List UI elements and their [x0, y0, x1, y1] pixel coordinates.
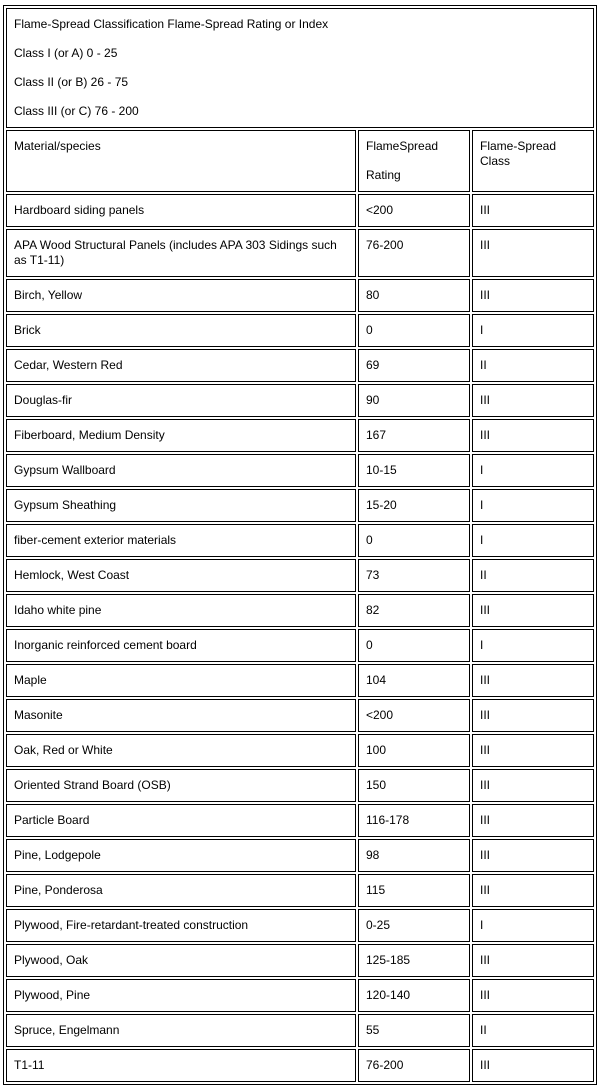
flame-spread-table	[3, 5, 597, 1085]
class-header	[472, 130, 594, 192]
class-cell: III	[472, 419, 594, 452]
intro-class-ii: Class II (or B) 26 - 75	[14, 75, 129, 89]
class-cell: III	[472, 229, 594, 277]
rating-cell: 0	[358, 524, 470, 557]
material-cell: Fiberboard, Medium Density	[6, 419, 356, 452]
rating-cell: 0	[358, 314, 470, 347]
table-row	[6, 979, 594, 1012]
table-row	[6, 349, 594, 382]
rating-cell: 55	[358, 1014, 470, 1047]
class-cell: III	[472, 734, 594, 767]
rating-cell: 120-140	[358, 979, 470, 1012]
table-row	[6, 769, 594, 802]
material-cell: Oriented Strand Board (OSB)	[6, 769, 356, 802]
intro-cell	[6, 8, 594, 128]
class-cell: III	[472, 1049, 594, 1082]
class-cell: I	[472, 524, 594, 557]
material-cell: Idaho white pine	[6, 594, 356, 627]
material-cell: Maple	[6, 664, 356, 697]
rating-cell: 82	[358, 594, 470, 627]
material-cell: Cedar, Western Red	[6, 349, 356, 382]
material-cell: Oak, Red or White	[6, 734, 356, 767]
table-row	[6, 594, 594, 627]
class-cell: II	[472, 1014, 594, 1047]
class-cell: I	[472, 489, 594, 522]
rating-cell: <200	[358, 194, 470, 227]
class-cell: III	[472, 874, 594, 907]
intro-row	[6, 8, 594, 128]
rating-cell: 0	[358, 629, 470, 662]
material-cell: Plywood, Oak	[6, 944, 356, 977]
rating-cell: 80	[358, 279, 470, 312]
table-row	[6, 279, 594, 312]
class-header-line1: Flame-Spread	[480, 139, 557, 153]
rating-cell: 150	[358, 769, 470, 802]
material-cell: fiber-cement exterior materials	[6, 524, 356, 557]
table-row	[6, 419, 594, 452]
table-row	[6, 314, 594, 347]
material-cell: Hardboard siding panels	[6, 194, 356, 227]
rating-cell: 90	[358, 384, 470, 417]
intro-class-iii: Class III (or C) 76 - 200	[14, 104, 139, 118]
rating-cell: 115	[358, 874, 470, 907]
material-cell: T1-11	[6, 1049, 356, 1082]
table-row	[6, 734, 594, 767]
table-row	[6, 629, 594, 662]
rating-cell: 0-25	[358, 909, 470, 942]
class-header-line2: Class	[480, 154, 511, 168]
material-cell: Pine, Lodgepole	[6, 839, 356, 872]
class-cell: I	[472, 909, 594, 942]
material-cell: Gypsum Sheathing	[6, 489, 356, 522]
class-cell: II	[472, 559, 594, 592]
table-row	[6, 1049, 594, 1082]
class-cell: III	[472, 279, 594, 312]
material-cell: Inorganic reinforced cement board	[6, 629, 356, 662]
material-cell: Particle Board	[6, 804, 356, 837]
rating-cell: 76-200	[358, 229, 470, 277]
material-cell: Birch, Yellow	[6, 279, 356, 312]
table-row	[6, 559, 594, 592]
material-cell: Spruce, Engelmann	[6, 1014, 356, 1047]
class-cell: I	[472, 629, 594, 662]
rating-header-line1: FlameSpread	[366, 139, 439, 153]
table-row	[6, 874, 594, 907]
class-cell: III	[472, 769, 594, 802]
table-row	[6, 699, 594, 732]
rating-cell: 100	[358, 734, 470, 767]
material-cell: Masonite	[6, 699, 356, 732]
rating-cell: 73	[358, 559, 470, 592]
table-row	[6, 839, 594, 872]
table-row	[6, 909, 594, 942]
class-cell: III	[472, 839, 594, 872]
rating-cell: 125-185	[358, 944, 470, 977]
rating-cell: 69	[358, 349, 470, 382]
table-row	[6, 454, 594, 487]
rating-cell: <200	[358, 699, 470, 732]
table-row	[6, 664, 594, 697]
class-cell: II	[472, 349, 594, 382]
material-cell: APA Wood Structural Panels (includes APA 303 Sidings such as T1-11)	[6, 229, 356, 277]
table-row	[6, 804, 594, 837]
material-cell: Hemlock, West Coast	[6, 559, 356, 592]
class-cell: I	[472, 454, 594, 487]
table-row	[6, 194, 594, 227]
class-cell: III	[472, 944, 594, 977]
table-row	[6, 489, 594, 522]
rating-cell: 15-20	[358, 489, 470, 522]
class-cell: III	[472, 979, 594, 1012]
table-row	[6, 384, 594, 417]
class-cell: III	[472, 699, 594, 732]
rating-cell: 10-15	[358, 454, 470, 487]
material-cell: Pine, Ponderosa	[6, 874, 356, 907]
table-body	[6, 8, 594, 1082]
class-cell: III	[472, 594, 594, 627]
rating-cell: 76-200	[358, 1049, 470, 1082]
material-cell: Brick	[6, 314, 356, 347]
intro-title: Flame-Spread Classification Flame-Spread Rating or Index	[14, 17, 329, 31]
material-header: Material/species	[6, 130, 356, 192]
rating-header	[358, 130, 470, 192]
table-row	[6, 1014, 594, 1047]
class-cell: III	[472, 194, 594, 227]
rating-cell: 98	[358, 839, 470, 872]
class-cell: I	[472, 314, 594, 347]
material-cell: Douglas-fir	[6, 384, 356, 417]
intro-class-i: Class I (or A) 0 - 25	[14, 46, 118, 60]
table-row	[6, 944, 594, 977]
rating-cell: 104	[358, 664, 470, 697]
table-row	[6, 524, 594, 557]
rating-cell: 116-178	[358, 804, 470, 837]
class-cell: III	[472, 384, 594, 417]
rating-cell: 167	[358, 419, 470, 452]
class-cell: III	[472, 804, 594, 837]
table-row	[6, 229, 594, 277]
material-cell: Gypsum Wallboard	[6, 454, 356, 487]
material-cell: Plywood, Fire-retardant-treated construction	[6, 909, 356, 942]
class-cell: III	[472, 664, 594, 697]
material-cell: Plywood, Pine	[6, 979, 356, 1012]
header-row	[6, 130, 594, 192]
rating-header-line2: Rating	[366, 168, 401, 182]
